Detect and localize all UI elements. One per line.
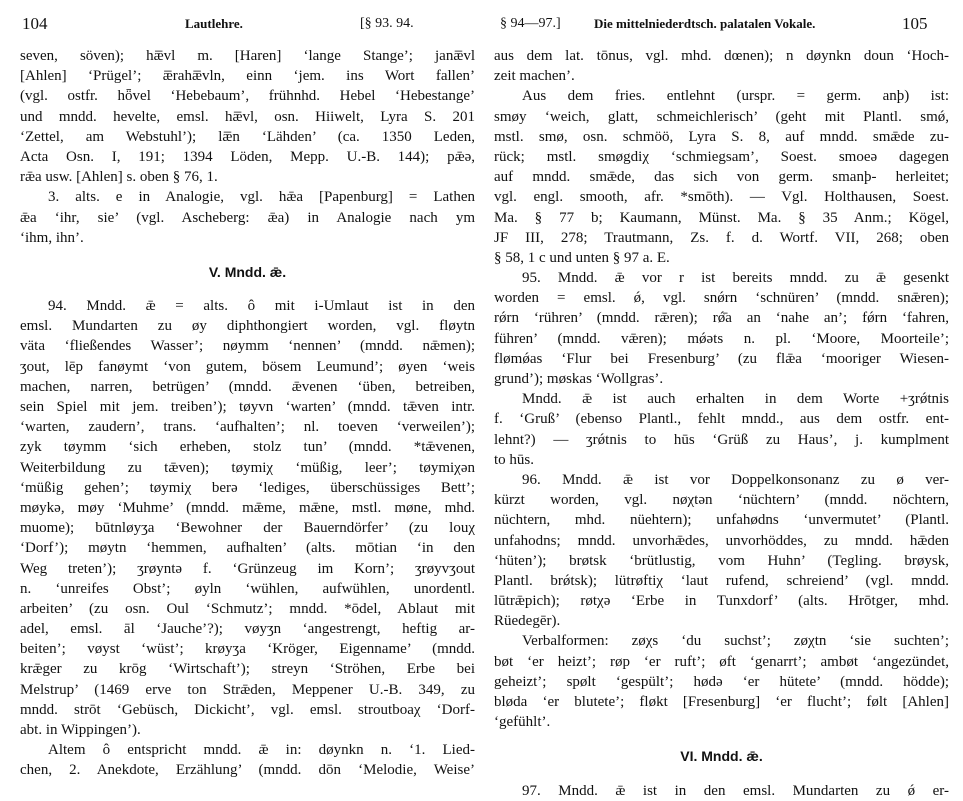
text-line: (vgl. ostfr. hȫvel ‘Hebebaum’, frühnhd. Hebel ‘Hebestange’ [20, 88, 475, 105]
text-line: muome); būtnløyʒa ‘Bewohner der Bauerndörfer’ (zu louχ [20, 520, 475, 537]
left-page-header [20, 0, 475, 33]
right-running-title: Die mittelniederdtsch. palatalen Vokale. [594, 16, 816, 31]
text-line: § 58, 1 c und unten § 97 a. E. [494, 249, 670, 266]
text-line: zyk tøymm ‘sich erheben, stolz tun’ (mndd. *tǣvenen, [20, 439, 475, 456]
text-line: vgl. engl. smooth, afr. *smōth). — Vgl. Holthausen, Soest. [494, 189, 949, 206]
text-line: 96. Mndd. ǣ ist vor Doppelkonsonanz zu ø ver- [522, 471, 949, 488]
text-line: 94. Mndd. ǣ = alts. ô mit i-Umlaut ist in den [48, 298, 475, 315]
text-line: chen, 2. Anekdote, Erzählung’ (mndd. dōn ‘Melodie, Weise’ [20, 762, 475, 779]
right-page [494, 0, 949, 799]
text-line: ‘Zettel, am Webstuhl’); læ̅n ‘Lähden’ (ca. 1350 Leden, [20, 128, 475, 145]
text-line: ǣa ‘ihr, sie’ (vgl. Ascheberg: ǣa) in Analogie nach ym [20, 209, 475, 226]
text-line: Acta Osn. I, 191; 1394 Löden, Mepp. U.-B. 144); pǣə, [20, 148, 475, 165]
text-line: Mndd. ǣ ist auch erhalten in dem Worte +ʒrǿtnis [522, 391, 949, 408]
text-line: väta ‘fließendes Wasser’; nøymm ‘nennen’ (mndd. nǣmen); [20, 338, 475, 355]
text-line: Plantl. brǿtsk); lütrøftiχ ‘laut rufend, schreiend’ (vgl. mndd. [494, 572, 949, 589]
text-line: unfahodns; mndd. unvorhǣdes, unvorhöddes, zu mndd. hǣden [494, 532, 949, 549]
text-line: und mndd. hevelte, emsl. hæ̅vl, osn. Hiiwelt, Lyra S. 201 [20, 108, 475, 125]
text-line: kürzt worden, vgl. nøχtən ‘nüchtern’ (mndd. nöchtern, [494, 492, 949, 509]
right-page-header [494, 0, 949, 33]
right-section-ref: § 94—97.] [500, 16, 561, 31]
text-line: geheizt’; spølt ‘gespült’; hødə ‘er hütete’ (mndd. hödde); [494, 673, 949, 690]
text-line: adel, emsl. āl ‘Jauche’?); vøyʒn ‘angestrengt, heftig ar- [20, 621, 475, 638]
text-line: [Ahlen] ‘Prügel’; æ̅rahæ̅vln, einn ‘jem. ins Wort fallen’ [20, 68, 475, 85]
text-line: führen’ (mndd. vǣren); mǿəts n. pl. ‘Moore, Moorteile’; [494, 330, 949, 347]
text-line: 3. alts. e in Analogie, vgl. hǣa [Papenburg] = Lathen [48, 189, 475, 206]
text-line: emsl. Mundarten zu øy diphthongiert worden, vgl. fløytn [20, 318, 475, 335]
text-line: Weiterbildung zu tǣven); tøymiχ ‘müßig, leer’; tøymiχən [20, 459, 475, 476]
left-page-number: 104 [22, 14, 48, 33]
text-line: Ma. § 77 b; Kaumann, Münst. Ma. § 35 Anm.; Kögel, [494, 209, 949, 226]
text-line: rück; mstl. smøgdiχ ‘schmiegsam’, Soest. smoeə dagegen [494, 148, 949, 165]
text-line: lūtrǣpich); røtχə ‘Erbe in Tunxdorf’ (alts. Hrōtger, mhd. [494, 593, 949, 610]
text-line: ‘hüten’); brøtsk ‘brütlustig, vom Huhn’ (Tegling. brøysk, [494, 552, 949, 569]
left-running-title: Lautlehre. [185, 16, 243, 31]
text-line: Melstrup’ (1469 erve ton Strǣden, Meppener U.-B. 349, zu [20, 681, 475, 698]
text-line: Rüedegēr). [494, 613, 561, 630]
text-line: JF III, 278; Trautmann, Zs. f. d. Wortf. VII, 268; oben [494, 229, 949, 246]
text-line: rǿrn ‘rühren’ (mndd. rǣren); rǿ̄a an ‘nahe an’; fǿrn ‘fahren, [494, 310, 949, 327]
text-line: nüchtern, mhd. nüehtern); unfahødns ‘unvermutet’ (Plantl. [494, 512, 949, 529]
text-line: ‘gefühlt’. [494, 714, 551, 731]
text-line: bøt ‘er heizt’; røp ‘er ruft’; øft ‘genarrt’; ambøt ‘angezündet, [494, 653, 949, 670]
right-page-body [494, 46, 949, 801]
text-line: ‘warten, zaudern’, trans. ‘aufhalten’; nl. toeven ‘verweilen’); [20, 419, 475, 436]
text-line: seven, söven); hæ̅vl m. [Haren] ‘lange Stange’; janæ̅vl [20, 48, 475, 64]
text-line: krǣger zu krōg ‘Wirtschaft’); streyn ‘Ströhen, Erbe bei [20, 661, 475, 678]
text-line: f. ‘Gruß’ (ebenso Plantl., fehlt mndd., aus dem ostfr. ent- [494, 411, 949, 428]
text-line: smøy ‘weich, glatt, schmeichlerisch’ (geht mit Plantl. smǿ, [494, 108, 949, 125]
text-line: arbeiten’ (zu osn. Oul ‘Schmutz’; mndd. *ōdel, Ablaut mit [20, 600, 475, 617]
text-line: møykə, møy ‘Muhme’ (mndd. mǣme, mǣne, mstl. møne, mhd. [20, 499, 475, 516]
text-line: beiten’; vøyst ‘wüst’; krøyʒa ‘Kröger, Eigenname’ (mndd. [20, 641, 475, 658]
text-line: to hūs. [494, 451, 535, 468]
book-gutter [472, 0, 484, 709]
text-line: Altem ô entspricht mndd. ǣ in: døynkn n. ‘1. Lied- [48, 742, 475, 759]
text-line: 95. Mndd. ǣ vor r ist bereits mndd. zu ǣ gesenkt [522, 270, 949, 287]
section-heading: VI. Mndd. ǣ. [680, 748, 763, 765]
text-line: n. ‘unreifes Obst’; øyln ‘wühlen, aufwühlen, unordentl. [20, 580, 475, 597]
text-line: Weg treten’); ʒrøyntə f. ‘Grünzeug im Korn’; ʒrøyvʒout [20, 560, 475, 577]
text-line: machen, narren, betrügen’ (mndd. ǣvenen ‘üben, betreiben, [20, 378, 475, 395]
left-section-ref: [§ 93. 94. [360, 16, 414, 31]
text-line: sein Spiel mit jem. treiben’); tøyvn ‘warten’ (mndd. tǣven intr. [20, 399, 475, 415]
text-line: auf mndd. smǣde, das sich von germ. smanþ- herleitet; [494, 169, 949, 186]
text-line: rǣa usw. [Ahlen] s. oben § 76, 1. [20, 169, 218, 186]
left-page [20, 0, 475, 779]
text-line: mstl. smø, osn. schmöö, Lyra S. 8, auf mndd. smǣde zu- [494, 128, 949, 145]
text-line: ‘ihm, ihn’. [20, 229, 84, 246]
text-line: Verbalformen: zøχs ‘du suchst’; zøχtn ‘sie suchten’; [522, 633, 949, 650]
text-line: grund’); møskas ‘Wollgras’. [494, 371, 664, 387]
text-line: aus dem lat. tōnus, vgl. mhd. dœnen); n døynkn doun ‘Hoch- [494, 48, 949, 64]
text-line: lehnt?) — ʒrǿtnis to hūs ‘Grüß zu Haus’, j. kumplment [494, 431, 949, 448]
text-line: Aus dem fries. entlehnt (urspr. = germ. anþ) ist: [522, 88, 949, 105]
right-page-number: 105 [902, 14, 928, 33]
text-line: abt. in Wippingen’). [20, 722, 141, 738]
text-line: zeit machen’. [494, 68, 575, 85]
text-line: ʒout, lēp fanøymt ‘von gutem, bösem Leumund’; øyen ‘weis [20, 358, 475, 375]
left-page-body [20, 46, 475, 781]
text-line: ‘Dorf’); møytn ‘hemmen, aufhalten’ (alts. mōtian ‘in den [20, 540, 475, 557]
text-line: worden = emsl. ǿ, vgl. snǿrn ‘schnüren’ (mndd. snǣren); [494, 290, 949, 307]
text-line: bløda ‘er blutete’; fløkt [Fresenburg] ‘er flucht’; følt [Ahlen] [494, 694, 949, 710]
text-line: 97. Mndd. ǣ ist in den emsl. Mundarten zu ǿ er- [522, 782, 949, 799]
text-line: ‘müßig gehen’; tøymiχ berə ‘lediges, überschüssiges Bett’; [20, 479, 475, 496]
text-line: flømǿas ‘Flur bei Fresenburg’ (zu flǣa ‘mooriger Wiesen- [494, 350, 949, 367]
text-line: mndd. strōt ‘Gebüsch, Dickicht’, vgl. emsl. stroutboaχ ‘Dorf- [20, 701, 475, 718]
section-heading: V. Mndd. ǣ. [208, 263, 287, 280]
